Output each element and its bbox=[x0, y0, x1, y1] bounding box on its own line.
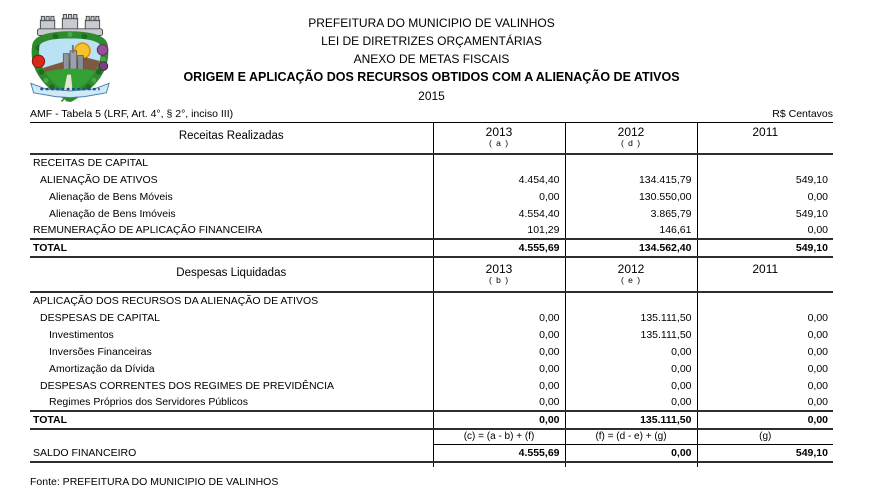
despesas-total-row bbox=[30, 411, 833, 429]
receitas-total-row bbox=[30, 239, 833, 257]
formula-2012: (f) = (d - e) + (g) bbox=[565, 429, 697, 444]
formula-spacer bbox=[30, 429, 433, 444]
title-block bbox=[30, 14, 833, 105]
cell-2012: 0,00 bbox=[565, 394, 697, 411]
currency-note: R$ Centavos bbox=[772, 108, 833, 120]
table-row bbox=[30, 222, 833, 239]
doc-main-title: ORIGEM E APLICAÇÃO DOS RECURSOS OBTIDOS COM A ALIENAÇÃO DE ATIVOS bbox=[183, 70, 680, 84]
despesas-col-2012 bbox=[565, 257, 697, 292]
row-label: Alienação de Bens Móveis bbox=[49, 190, 173, 203]
col-letter-e: ( e ) bbox=[620, 275, 642, 285]
total-2012: 135.111,50 bbox=[565, 411, 697, 429]
despesas-col-2013 bbox=[433, 257, 565, 292]
doc-subtitle-anexo: ANEXO DE METAS FISCAIS bbox=[353, 52, 510, 66]
formula-2013: (c) = (a - b) + (f) bbox=[433, 429, 565, 444]
cell-2012: 130.550,00 bbox=[565, 188, 697, 205]
cell-2012 bbox=[565, 154, 697, 171]
cell-2011: 0,00 bbox=[697, 394, 833, 411]
doc-subtitle-ldo: LEI DE DIRETRIZES ORÇAMENTÁRIAS bbox=[321, 34, 542, 48]
cell-2012: 0,00 bbox=[565, 377, 697, 394]
cell-2013: 0,00 bbox=[433, 360, 565, 377]
cell-2013 bbox=[433, 292, 565, 309]
row-label: Amortização da Dívida bbox=[49, 362, 155, 375]
cell-2012: 0,00 bbox=[565, 360, 697, 377]
year-2013: 2013 bbox=[485, 125, 513, 139]
total-2012: 134.562,40 bbox=[565, 239, 697, 257]
saldo-2011: 549,10 bbox=[697, 444, 833, 462]
doc-year: 2015 bbox=[418, 89, 445, 103]
table-row bbox=[30, 292, 833, 309]
receitas-header-row bbox=[30, 123, 833, 154]
cell-2012: 135.111,50 bbox=[565, 309, 697, 326]
saldo-2012: 0,00 bbox=[565, 444, 697, 462]
row-label: DESPESAS CORRENTES DOS REGIMES DE PREVIDÊNCIA bbox=[40, 379, 335, 392]
row-label: RECEITAS DE CAPITAL bbox=[33, 157, 149, 169]
table-row bbox=[30, 205, 833, 222]
cell-2011: 0,00 bbox=[697, 377, 833, 394]
despesas-col-2011 bbox=[697, 257, 833, 292]
table-row bbox=[30, 309, 833, 326]
cell-2011: 0,00 bbox=[697, 360, 833, 377]
row-label: APLICAÇÃO DOS RECURSOS DA ALIENAÇÃO DE ATIVOS bbox=[33, 295, 319, 307]
total-label: TOTAL bbox=[30, 411, 433, 429]
receitas-col-2011 bbox=[697, 123, 833, 154]
year-2011: 2011 bbox=[752, 125, 779, 139]
table-row bbox=[30, 377, 833, 394]
source-note: Fonte: PREFEITURA DO MUNICIPIO DE VALINHOS bbox=[30, 476, 279, 488]
cell-2012: 3.865,79 bbox=[565, 205, 697, 222]
cell-2013: 0,00 bbox=[433, 326, 565, 343]
despesas-header-label: Despesas Liquidadas bbox=[30, 257, 433, 292]
saldo-label: SALDO FINANCEIRO bbox=[30, 444, 433, 462]
org-title: PREFEITURA DO MUNICIPIO DE VALINHOS bbox=[308, 16, 555, 30]
despesas-header-row bbox=[30, 257, 833, 292]
year-2012: 2012 bbox=[617, 262, 645, 276]
cell-2011: 0,00 bbox=[697, 309, 833, 326]
receitas-header-label: Receitas Realizadas bbox=[30, 123, 433, 154]
border-stub bbox=[565, 463, 566, 467]
table-row bbox=[30, 394, 833, 411]
receitas-col-2012 bbox=[565, 123, 697, 154]
border-stub bbox=[697, 463, 698, 467]
row-label: REMUNERAÇÃO DE APLICAÇÃO FINANCEIRA bbox=[33, 224, 263, 236]
cell-2013 bbox=[433, 154, 565, 171]
row-label: Investimentos bbox=[49, 328, 114, 341]
saldo-row bbox=[30, 444, 833, 462]
cell-2012: 134.415,79 bbox=[565, 171, 697, 188]
year-2013: 2013 bbox=[485, 262, 513, 276]
total-label: TOTAL bbox=[30, 239, 433, 257]
table-row bbox=[30, 360, 833, 377]
fiscal-table bbox=[30, 123, 833, 463]
cell-2012: 0,00 bbox=[565, 343, 697, 360]
year-2011: 2011 bbox=[752, 262, 779, 276]
row-label: Alienação de Bens Imóveis bbox=[49, 207, 176, 220]
total-2011: 549,10 bbox=[697, 239, 833, 257]
document-header bbox=[0, 0, 869, 103]
cell-2013: 0,00 bbox=[433, 343, 565, 360]
cell-2011: 0,00 bbox=[697, 326, 833, 343]
table-row bbox=[30, 343, 833, 360]
col-letter-d: ( d ) bbox=[620, 138, 642, 148]
total-2013: 4.555,69 bbox=[433, 239, 565, 257]
cell-2011: 549,10 bbox=[697, 171, 833, 188]
table-row bbox=[30, 326, 833, 343]
col-letter-b: ( b ) bbox=[488, 275, 510, 285]
receitas-col-2013 bbox=[433, 123, 565, 154]
col-letter-a: ( a ) bbox=[488, 138, 510, 148]
valinhos-coat-of-arms-icon bbox=[27, 11, 113, 103]
cell-2012: 146,61 bbox=[565, 222, 697, 239]
row-label: ALIENAÇÃO DE ATIVOS bbox=[40, 173, 158, 186]
formula-2011: (g) bbox=[697, 429, 833, 444]
table-row bbox=[30, 171, 833, 188]
cell-2013: 4.554,40 bbox=[433, 205, 565, 222]
cell-2012 bbox=[565, 292, 697, 309]
cell-2013: 0,00 bbox=[433, 394, 565, 411]
table-row bbox=[30, 188, 833, 205]
row-label: Regimes Próprios dos Servidores Públicos bbox=[49, 396, 249, 408]
total-2011: 0,00 bbox=[697, 411, 833, 429]
year-2012: 2012 bbox=[617, 125, 645, 139]
cell-2011 bbox=[697, 292, 833, 309]
total-2013: 0,00 bbox=[433, 411, 565, 429]
cell-2013: 0,00 bbox=[433, 309, 565, 326]
border-stub bbox=[433, 463, 434, 467]
row-label: Inversões Financeiras bbox=[49, 345, 152, 358]
formula-row bbox=[30, 429, 833, 444]
cell-2013: 0,00 bbox=[433, 377, 565, 394]
cell-2011: 0,00 bbox=[697, 343, 833, 360]
cell-2011: 0,00 bbox=[697, 222, 833, 239]
cell-2013: 4.454,40 bbox=[433, 171, 565, 188]
saldo-2013: 4.555,69 bbox=[433, 444, 565, 462]
cell-2013: 0,00 bbox=[433, 188, 565, 205]
cell-2011: 0,00 bbox=[697, 188, 833, 205]
meta-row bbox=[30, 108, 833, 123]
table-reference: AMF - Tabela 5 (LRF, Art. 4°, § 2°, inciso III) bbox=[30, 108, 234, 120]
row-label: DESPESAS DE CAPITAL bbox=[40, 311, 161, 324]
cell-2011 bbox=[697, 154, 833, 171]
cell-2012: 135.111,50 bbox=[565, 326, 697, 343]
table-row bbox=[30, 154, 833, 171]
cell-2013: 101,29 bbox=[433, 222, 565, 239]
cell-2011: 549,10 bbox=[697, 205, 833, 222]
column-border-stubs bbox=[30, 463, 833, 468]
